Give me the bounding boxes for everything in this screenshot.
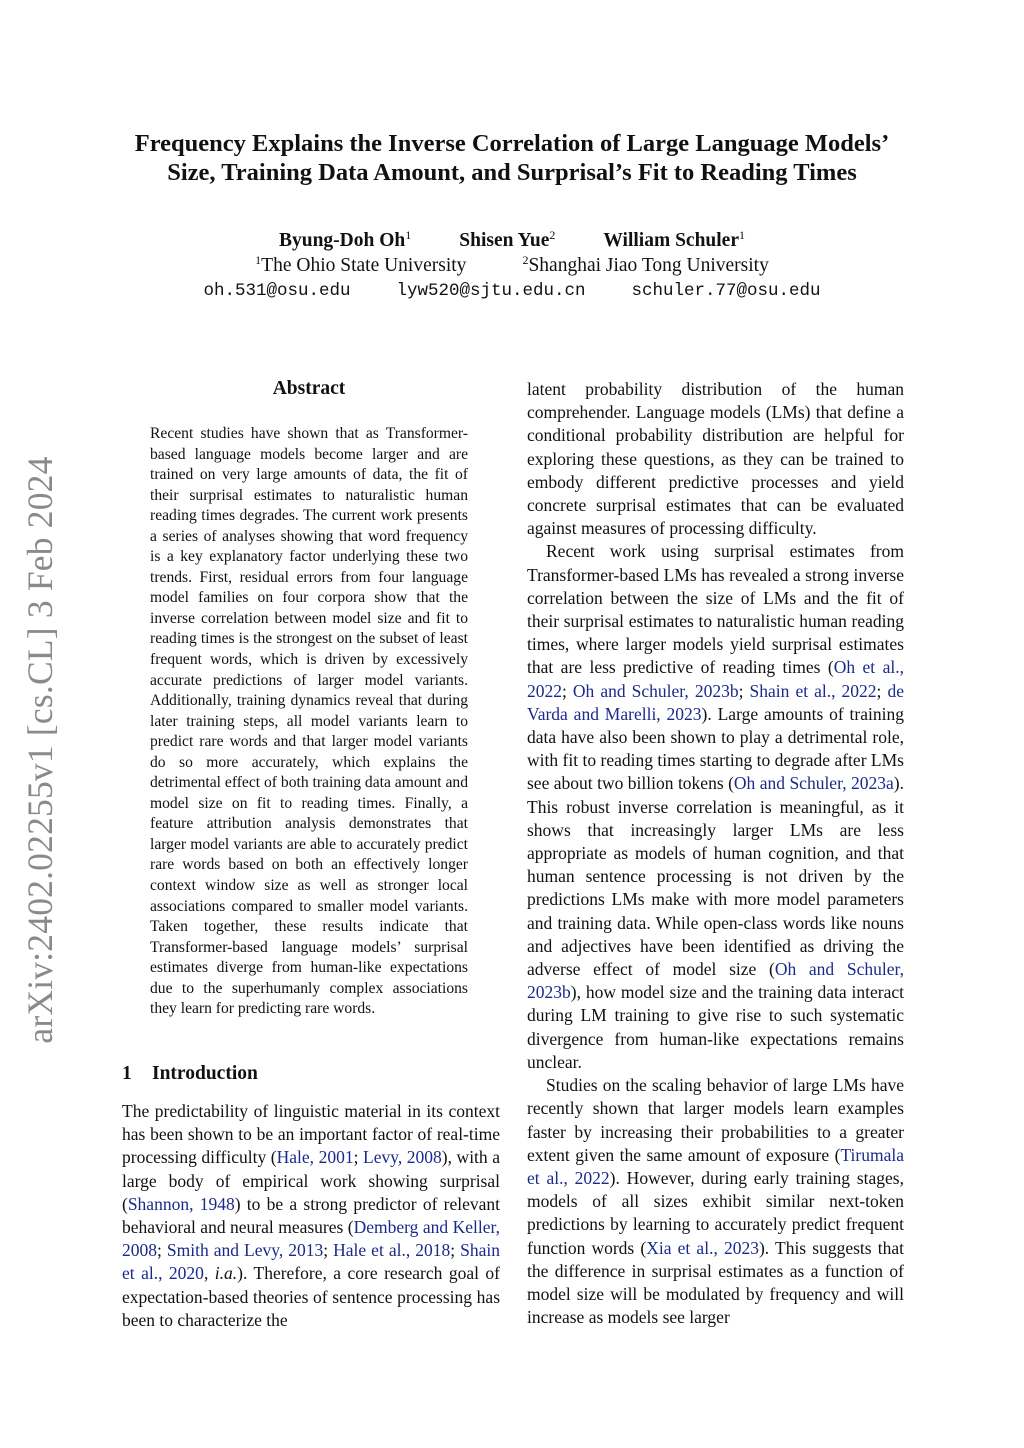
citation-link[interactable]: Oh and Schuler, 2023a: [733, 773, 894, 794]
paragraph: [122, 1100, 500, 1332]
author-name: Shisen Yue: [459, 230, 550, 251]
text-run: Recent work using surprisal estimates from Transformer-based LMs has revealed a strong inverse correlation between the size of LMs and the fit of their surprisal estimates to naturalistic human reading times, where larger models yield surprisal estimates that are less predictive of reading times (: [527, 541, 904, 678]
affiliation-mark: 2: [522, 253, 529, 267]
paragraph: [527, 540, 904, 1074]
citation-link[interactable]: Hale, 2001: [276, 1147, 354, 1168]
abstract-heading: Abstract: [272, 378, 346, 399]
author-name: Byung-Doh Oh: [278, 230, 406, 251]
text-run: ,: [203, 1263, 215, 1284]
author-emails: [100, 278, 924, 304]
email[interactable]: schuler.77@osu.edu: [631, 281, 821, 301]
citation-link[interactable]: Shain et al., 2022: [749, 680, 877, 701]
text-run: ;: [876, 680, 888, 701]
text-run: i.a.: [214, 1263, 238, 1284]
text-run: ;: [157, 1240, 167, 1261]
author-name: William Schuler: [603, 230, 739, 251]
paragraph: [527, 1074, 904, 1329]
author-affil-mark: 1: [405, 228, 412, 242]
author-names: [100, 228, 924, 253]
text-run: ;: [353, 1147, 364, 1168]
right-column: [527, 378, 904, 1329]
text-run: ). Therefore, a core research goal of expectation-based theories of sentence processing has been to characterize the: [122, 1263, 501, 1330]
arxiv-identifier: arXiv:2402.02255v1 [cs.CL] 3 Feb 2024: [20, 456, 60, 1044]
text-run: Studies on the scaling behavior of large LMs have recently shown that larger models learn examples faster by increasing their probabilities to a greater extent given the same amount of exposure (: [527, 1075, 904, 1165]
text-run: ;: [738, 680, 750, 701]
citation-link[interactable]: Hale et al., 2018: [333, 1240, 451, 1261]
affiliation-name: Shanghai Jiao Tong University: [528, 255, 769, 276]
citation-link[interactable]: Oh and Schuler, 2023b: [527, 959, 905, 1003]
affiliations: [100, 253, 924, 278]
citation-link[interactable]: de Varda and Marelli, 2023: [527, 680, 904, 724]
text-run: The predictability of linguistic material in its context has been shown to be an important factor of real-time processing difficulty (: [122, 1101, 500, 1168]
citation-link[interactable]: Oh et al., 2022: [527, 657, 904, 701]
text-run: ). This suggests that the difference in surprisal estimates as a function of model size will be modulated by frequency and will increase as models see larger: [527, 1237, 904, 1328]
title-line-2: Size, Training Data Amount, and Surprisal’s Fit to Reading Times: [167, 158, 857, 186]
text-run: ). However, during early training stages, models of all sizes exhibit similar next-token predictions by learning to accurately predict frequent function words (: [527, 1167, 904, 1258]
citation-link[interactable]: Shain et al., 2020: [122, 1240, 500, 1284]
author-affil-mark: 2: [549, 228, 556, 242]
text-run: ;: [323, 1240, 334, 1261]
text-run: ) to be a strong predictor of relevant behavioral and neural measures (: [122, 1193, 500, 1238]
citation-link[interactable]: Smith and Levy, 2013: [166, 1240, 324, 1261]
citation-link[interactable]: Demberg and Keller, 2008: [122, 1217, 500, 1261]
citation-link[interactable]: Shannon, 1948: [127, 1193, 235, 1214]
author-block: [100, 228, 924, 304]
text-run: ), how model size and the training data interact during LM training to give rise to such systematic divergence from human-like expectations remains unclear.: [527, 982, 904, 1072]
affiliation-mark: 1: [255, 253, 262, 267]
text-run: ), with a large body of empirical work showing surprisal (: [122, 1147, 500, 1214]
introduction-left-column: [122, 1100, 500, 1332]
citation-link[interactable]: Xia et al., 2023: [646, 1237, 759, 1258]
paper-title: [100, 130, 924, 187]
text-run: ). This robust inverse correlation is meaningful, as it shows that increasingly larger LMs are less appropriate as models of human cognition, and that human sentence processing is not driven by the predictions LMs make with more model parameters and training data. While open-class words like nouns and adjectives have been identified as driving the adverse effect of model size (: [527, 773, 904, 980]
text-run: ;: [450, 1240, 461, 1261]
author-affil-mark: 1: [739, 228, 745, 242]
affiliation-name: The Ohio State University: [261, 255, 467, 276]
citation-link[interactable]: Levy, 2008: [363, 1147, 442, 1168]
abstract-text: Recent studies have shown that as Transformer-based language models become larger and are trained on very large amounts of data, the fit of their surprisal estimates to naturalistic human reading times degrades. The current work presents a series of analyses showing that word frequency is a key explanatory factor underlying these two trends. First, residual errors from four language model families on four corpora show that the inverse correlation between model size and fit to reading times is the strongest on the subset of least frequent words, which is driven by excessively accurate predictions of larger model variants. Additionally, training dynamics reveal that during later training steps, all model variants learn to predict rare words and that larger model variants do so more accurately, which explains the detrimental effect of both training data amount and model size on fit to reading times. Finally, a feature attribution analysis demonstrates that larger model variants are able to accurately predict rare words based on both an effectively longer context window size as well as stronger local associations compared to smaller model variants. Taken together, these results indicate that Transformer-based language models’ surprisal estimates diverge from human-like expectations due to the superhumanly complex associations they learn for predicting rare words.: [150, 425, 468, 1018]
paragraph: latent probability distribution of the human comprehender. Language models (LMs) that define a conditional probability distribution are helpful for exploring these questions, as they can be trained to embody different predictive processes and yield concrete surprisal estimates that can be evaluated against measures of processing difficulty.: [527, 379, 904, 539]
title-line-1: Frequency Explains the Inverse Correlation of Large Language Models’: [134, 130, 890, 157]
section-heading-introduction: [122, 1063, 258, 1085]
text-run: ;: [562, 680, 573, 701]
email[interactable]: lyw520@sjtu.edu.cn: [396, 281, 586, 301]
text-run: ). Large amounts of training data have also been shown to play a detrimental role, with fit to reading times starting to degrade after LMs see about two billion tokens (: [527, 703, 904, 794]
citation-link[interactable]: Oh and Schuler, 2023b: [572, 680, 739, 701]
email[interactable]: oh.531@osu.edu: [203, 281, 351, 301]
section-number: 1: [122, 1063, 132, 1084]
section-title: Introduction: [152, 1063, 258, 1084]
citation-link[interactable]: Tirumala et al., 2022: [527, 1144, 904, 1188]
